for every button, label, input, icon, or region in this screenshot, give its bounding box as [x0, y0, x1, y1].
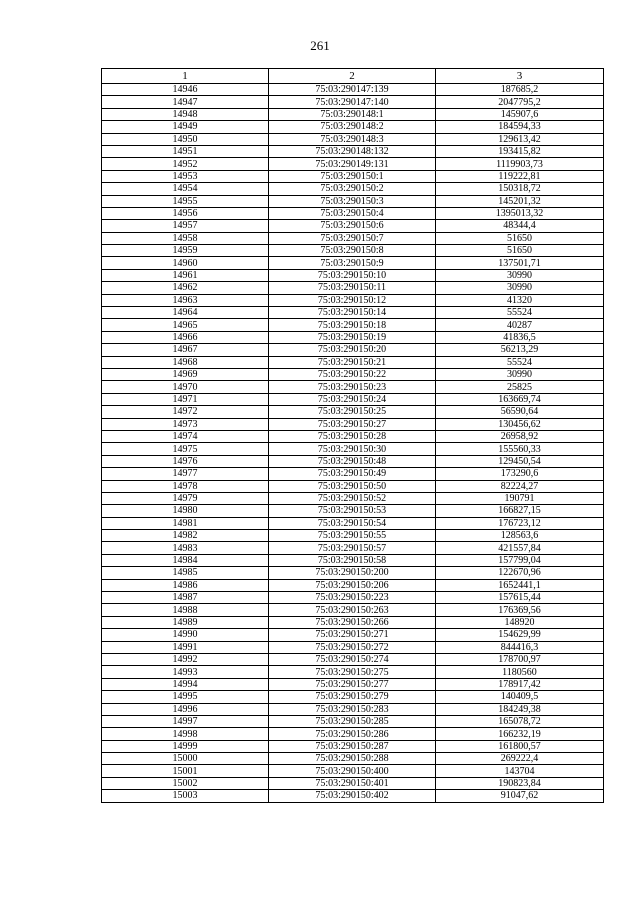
row-number-cell: 14964 [102, 307, 269, 319]
table-row [102, 753, 604, 765]
row-number-cell: 14992 [102, 653, 269, 665]
value-cell: 41836,5 [436, 331, 604, 343]
cadastral-number-cell: 75:03:290150:9 [269, 257, 436, 269]
value-cell: 91047,62 [436, 790, 604, 802]
cadastral-number-cell: 75:03:290148:2 [269, 121, 436, 133]
cadastral-number-cell: 75:03:290150:50 [269, 480, 436, 492]
table-body [102, 84, 604, 803]
cadastral-number-cell: 75:03:290150:28 [269, 430, 436, 442]
cadastral-number-cell: 75:03:290150:266 [269, 616, 436, 628]
value-cell: 51650 [436, 232, 604, 244]
table-row [102, 480, 604, 492]
table-row [102, 530, 604, 542]
value-cell: 148920 [436, 616, 604, 628]
value-cell: 30990 [436, 368, 604, 380]
table-row [102, 307, 604, 319]
row-number-cell: 14984 [102, 554, 269, 566]
cadastral-number-cell: 75:03:290150:287 [269, 740, 436, 752]
value-cell: 51650 [436, 245, 604, 257]
table-row [102, 629, 604, 641]
row-number-cell: 14953 [102, 170, 269, 182]
value-cell: 166232,19 [436, 728, 604, 740]
table-row [102, 344, 604, 356]
table-row [102, 579, 604, 591]
value-cell: 82224,27 [436, 480, 604, 492]
value-cell: 157799,04 [436, 554, 604, 566]
row-number-cell: 14950 [102, 133, 269, 145]
column-header-3: 3 [436, 69, 604, 84]
cadastral-number-cell: 75:03:290150:277 [269, 678, 436, 690]
value-cell: 41320 [436, 294, 604, 306]
value-cell: 193415,82 [436, 145, 604, 157]
table-row [102, 195, 604, 207]
table-row [102, 691, 604, 703]
row-number-cell: 14966 [102, 331, 269, 343]
row-number-cell: 14993 [102, 666, 269, 678]
value-cell: 128563,6 [436, 530, 604, 542]
cadastral-number-cell: 75:03:290147:139 [269, 84, 436, 96]
cadastral-number-cell: 75:03:290150:19 [269, 331, 436, 343]
row-number-cell: 14977 [102, 468, 269, 480]
row-number-cell: 14995 [102, 691, 269, 703]
row-number-cell: 14991 [102, 641, 269, 653]
table-row [102, 777, 604, 789]
cadastral-number-cell: 75:03:290150:18 [269, 319, 436, 331]
row-number-cell: 14948 [102, 108, 269, 120]
row-number-cell: 14971 [102, 393, 269, 405]
cadastral-number-cell: 75:03:290150:200 [269, 567, 436, 579]
cadastral-number-cell: 75:03:290150:48 [269, 455, 436, 467]
cadastral-number-cell: 75:03:290150:10 [269, 269, 436, 281]
value-cell: 163669,74 [436, 393, 604, 405]
row-number-cell: 14996 [102, 703, 269, 715]
table-row [102, 170, 604, 182]
cadastral-number-cell: 75:03:290150:8 [269, 245, 436, 257]
table-row [102, 517, 604, 529]
table-row [102, 765, 604, 777]
cadastral-number-cell: 75:03:290150:206 [269, 579, 436, 591]
table-row [102, 381, 604, 393]
row-number-cell: 15002 [102, 777, 269, 789]
row-number-cell: 14947 [102, 96, 269, 108]
value-cell: 844416,3 [436, 641, 604, 653]
cadastral-number-cell: 75:03:290150:30 [269, 443, 436, 455]
row-number-cell: 14979 [102, 492, 269, 504]
table-row [102, 443, 604, 455]
cadastral-number-cell: 75:03:290150:58 [269, 554, 436, 566]
table-row [102, 418, 604, 430]
table-row [102, 133, 604, 145]
value-cell: 150318,72 [436, 183, 604, 195]
value-cell: 25825 [436, 381, 604, 393]
cadastral-number-cell: 75:03:290150:53 [269, 505, 436, 517]
value-cell: 137501,71 [436, 257, 604, 269]
row-number-cell: 14982 [102, 530, 269, 542]
row-number-cell: 14967 [102, 344, 269, 356]
table-header-row [102, 69, 604, 84]
row-number-cell: 14999 [102, 740, 269, 752]
value-cell: 1119903,73 [436, 158, 604, 170]
row-number-cell: 14949 [102, 121, 269, 133]
table-row [102, 108, 604, 120]
value-cell: 161800,57 [436, 740, 604, 752]
cadastral-number-cell: 75:03:290148:132 [269, 145, 436, 157]
row-number-cell: 14958 [102, 232, 269, 244]
value-cell: 178917,42 [436, 678, 604, 690]
cadastral-number-cell: 75:03:290150:54 [269, 517, 436, 529]
cadastral-number-cell: 75:03:290147:140 [269, 96, 436, 108]
cadastral-number-cell: 75:03:290150:6 [269, 220, 436, 232]
value-cell: 2047795,2 [436, 96, 604, 108]
row-number-cell: 14994 [102, 678, 269, 690]
row-number-cell: 14986 [102, 579, 269, 591]
table-row [102, 158, 604, 170]
row-number-cell: 14975 [102, 443, 269, 455]
cadastral-number-cell: 75:03:290150:3 [269, 195, 436, 207]
table-row [102, 393, 604, 405]
row-number-cell: 14961 [102, 269, 269, 281]
row-number-cell: 14960 [102, 257, 269, 269]
table-row [102, 468, 604, 480]
row-number-cell: 14989 [102, 616, 269, 628]
row-number-cell: 14997 [102, 715, 269, 727]
value-cell: 176723,12 [436, 517, 604, 529]
table-row [102, 653, 604, 665]
cadastral-number-cell: 75:03:290150:25 [269, 406, 436, 418]
row-number-cell: 14968 [102, 356, 269, 368]
table-row [102, 294, 604, 306]
row-number-cell: 14951 [102, 145, 269, 157]
value-cell: 190823,84 [436, 777, 604, 789]
row-number-cell: 14956 [102, 207, 269, 219]
value-cell: 187685,2 [436, 84, 604, 96]
row-number-cell: 14973 [102, 418, 269, 430]
row-number-cell: 14988 [102, 604, 269, 616]
cadastral-number-cell: 75:03:290150:274 [269, 653, 436, 665]
table-row [102, 220, 604, 232]
cadastral-number-cell: 75:03:290150:12 [269, 294, 436, 306]
cadastral-number-cell: 75:03:290150:4 [269, 207, 436, 219]
table-row [102, 641, 604, 653]
value-cell: 55524 [436, 307, 604, 319]
cadastral-number-cell: 75:03:290150:22 [269, 368, 436, 380]
cadastral-number-cell: 75:03:290150:55 [269, 530, 436, 542]
table-row [102, 331, 604, 343]
cadastral-number-cell: 75:03:290148:1 [269, 108, 436, 120]
row-number-cell: 14965 [102, 319, 269, 331]
table-row [102, 592, 604, 604]
row-number-cell: 14959 [102, 245, 269, 257]
value-cell: 190791 [436, 492, 604, 504]
value-cell: 154629,99 [436, 629, 604, 641]
table-row [102, 96, 604, 108]
cadastral-number-cell: 75:03:290150:7 [269, 232, 436, 244]
value-cell: 1652441,1 [436, 579, 604, 591]
cadastral-number-cell: 75:03:290150:24 [269, 393, 436, 405]
cadastral-number-cell: 75:03:290150:2 [269, 183, 436, 195]
value-cell: 155560,33 [436, 443, 604, 455]
cadastral-number-cell: 75:03:290150:1 [269, 170, 436, 182]
value-cell: 165078,72 [436, 715, 604, 727]
cadastral-number-cell: 75:03:290150:21 [269, 356, 436, 368]
table-row [102, 368, 604, 380]
page-number: 261 [310, 38, 330, 53]
value-cell: 421557,84 [436, 542, 604, 554]
table-row [102, 245, 604, 257]
table-row [102, 356, 604, 368]
cadastral-number-cell: 75:03:290150:271 [269, 629, 436, 641]
value-cell: 143704 [436, 765, 604, 777]
table-row [102, 728, 604, 740]
row-number-cell: 14955 [102, 195, 269, 207]
value-cell: 176369,56 [436, 604, 604, 616]
cadastral-number-cell: 75:03:290150:283 [269, 703, 436, 715]
cadastral-number-cell: 75:03:290150:52 [269, 492, 436, 504]
row-number-cell: 14998 [102, 728, 269, 740]
table-row [102, 183, 604, 195]
value-cell: 157615,44 [436, 592, 604, 604]
table-row [102, 207, 604, 219]
row-number-cell: 14972 [102, 406, 269, 418]
row-number-cell: 14990 [102, 629, 269, 641]
column-header-1: 1 [102, 69, 269, 84]
cadastral-number-cell: 75:03:290150:275 [269, 666, 436, 678]
cadastral-number-cell: 75:03:290150:286 [269, 728, 436, 740]
value-cell: 56213,29 [436, 344, 604, 356]
table-row [102, 554, 604, 566]
value-cell: 26958,92 [436, 430, 604, 442]
table-row [102, 604, 604, 616]
cadastral-number-cell: 75:03:290150:57 [269, 542, 436, 554]
row-number-cell: 14978 [102, 480, 269, 492]
value-cell: 173290,6 [436, 468, 604, 480]
cadastral-number-cell: 75:03:290150:285 [269, 715, 436, 727]
row-number-cell: 14985 [102, 567, 269, 579]
table-row [102, 145, 604, 157]
row-number-cell: 14983 [102, 542, 269, 554]
value-cell: 30990 [436, 269, 604, 281]
table-row [102, 455, 604, 467]
value-cell: 130456,62 [436, 418, 604, 430]
value-cell: 145201,32 [436, 195, 604, 207]
cadastral-number-cell: 75:03:290150:400 [269, 765, 436, 777]
row-number-cell: 15003 [102, 790, 269, 802]
cadastral-number-cell: 75:03:290150:402 [269, 790, 436, 802]
cadastral-number-cell: 75:03:290149:131 [269, 158, 436, 170]
cadastral-number-cell: 75:03:290150:27 [269, 418, 436, 430]
table-row [102, 232, 604, 244]
cadastral-number-cell: 75:03:290150:20 [269, 344, 436, 356]
row-number-cell: 14962 [102, 282, 269, 294]
value-cell: 140409,5 [436, 691, 604, 703]
table-row [102, 505, 604, 517]
value-cell: 55524 [436, 356, 604, 368]
value-cell: 122670,96 [436, 567, 604, 579]
cadastral-number-cell: 75:03:290150:401 [269, 777, 436, 789]
value-cell: 48344,4 [436, 220, 604, 232]
row-number-cell: 14987 [102, 592, 269, 604]
table-row [102, 269, 604, 281]
row-number-cell: 14957 [102, 220, 269, 232]
cadastral-number-cell: 75:03:290148:3 [269, 133, 436, 145]
value-cell: 178700,97 [436, 653, 604, 665]
row-number-cell: 14980 [102, 505, 269, 517]
value-cell: 1395013,32 [436, 207, 604, 219]
row-number-cell: 14981 [102, 517, 269, 529]
table-row [102, 616, 604, 628]
cadastral-number-cell: 75:03:290150:23 [269, 381, 436, 393]
value-cell: 129613,42 [436, 133, 604, 145]
column-header-2: 2 [269, 69, 436, 84]
row-number-cell: 14963 [102, 294, 269, 306]
table-row [102, 319, 604, 331]
cadastral-number-cell: 75:03:290150:11 [269, 282, 436, 294]
cadastral-number-cell: 75:03:290150:49 [269, 468, 436, 480]
row-number-cell: 14974 [102, 430, 269, 442]
row-number-cell: 14969 [102, 368, 269, 380]
cadastral-number-cell: 75:03:290150:223 [269, 592, 436, 604]
table-row [102, 282, 604, 294]
value-cell: 40287 [436, 319, 604, 331]
table-row [102, 703, 604, 715]
cadastral-number-cell: 75:03:290150:14 [269, 307, 436, 319]
table-row [102, 406, 604, 418]
value-cell: 145907,6 [436, 108, 604, 120]
row-number-cell: 14976 [102, 455, 269, 467]
value-cell: 1180560 [436, 666, 604, 678]
row-number-cell: 15001 [102, 765, 269, 777]
table-row [102, 121, 604, 133]
table-row [102, 715, 604, 727]
value-cell: 129450,54 [436, 455, 604, 467]
table-row [102, 430, 604, 442]
table-row [102, 666, 604, 678]
value-cell: 56590,64 [436, 406, 604, 418]
row-number-cell: 15000 [102, 753, 269, 765]
value-cell: 166827,15 [436, 505, 604, 517]
data-table [101, 68, 604, 803]
table-row [102, 790, 604, 802]
table-row [102, 678, 604, 690]
table-row [102, 567, 604, 579]
row-number-cell: 14970 [102, 381, 269, 393]
table-row [102, 257, 604, 269]
cadastral-number-cell: 75:03:290150:272 [269, 641, 436, 653]
value-cell: 30990 [436, 282, 604, 294]
row-number-cell: 14946 [102, 84, 269, 96]
table-row [102, 84, 604, 96]
cadastral-number-cell: 75:03:290150:279 [269, 691, 436, 703]
value-cell: 184249,38 [436, 703, 604, 715]
value-cell: 269222,4 [436, 753, 604, 765]
value-cell: 184594,33 [436, 121, 604, 133]
row-number-cell: 14954 [102, 183, 269, 195]
row-number-cell: 14952 [102, 158, 269, 170]
value-cell: 119222,81 [436, 170, 604, 182]
table-row [102, 740, 604, 752]
cadastral-number-cell: 75:03:290150:263 [269, 604, 436, 616]
table-row [102, 542, 604, 554]
table-row [102, 492, 604, 504]
cadastral-number-cell: 75:03:290150:288 [269, 753, 436, 765]
